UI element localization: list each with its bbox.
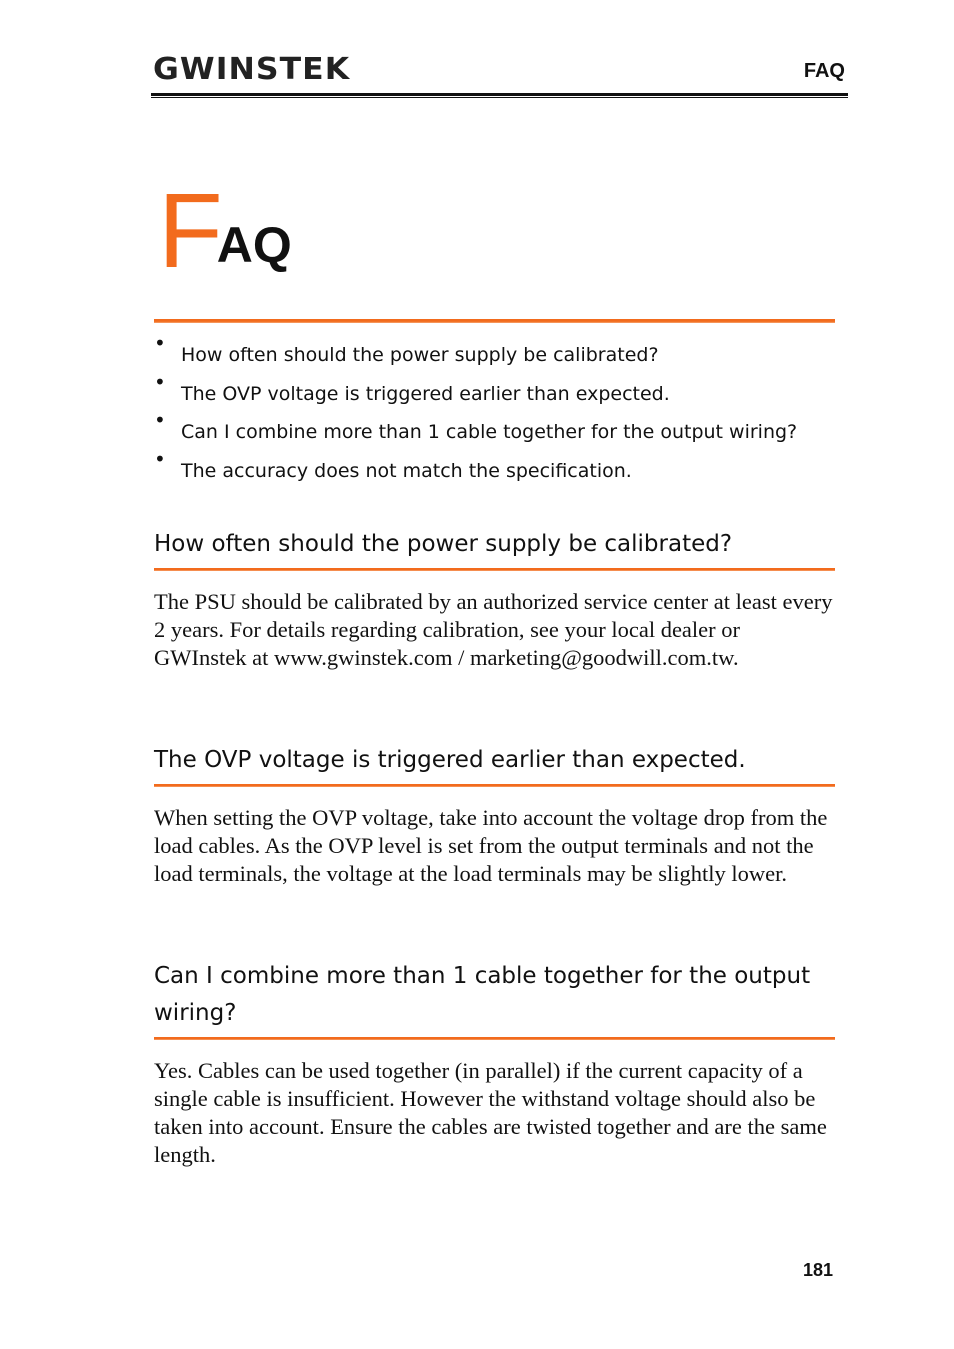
list-item-label: The OVP voltage is triggered earlier than expected.	[181, 382, 670, 405]
list-item[interactable]	[154, 331, 834, 375]
chapter-title-initial: F	[158, 172, 223, 290]
list-item-label: How often should the power supply be calibrated?	[181, 344, 659, 366]
list-item[interactable]	[154, 369, 834, 414]
header-rule	[151, 93, 848, 96]
bullet-icon: •	[154, 446, 166, 471]
bullet-icon: •	[154, 331, 166, 355]
list-item-label: The accuracy does not match the specification.	[181, 459, 632, 482]
bullet-icon: •	[154, 369, 166, 394]
page-number: 181	[802, 1260, 833, 1280]
brand-logo: GWINSTEK	[153, 52, 351, 87]
section-body: Yes. Cables can be used together (in parallel) if the current capacity of a single cable is insufficient. However the withstand voltage should also be taken into account. Ensure the cables are twisted together and are the same length.	[154, 1058, 827, 1167]
chapter-title-rest: AQ	[216, 217, 292, 273]
section-heading: Can I combine more than 1 cable together for the output wiring?	[154, 963, 811, 1026]
header-rule-thin	[151, 97, 848, 98]
section-body: The PSU should be calibrated by an authorized service center at least every 2 years. For details regarding calibration, see your local dealer or GWInstek at www.gwinstek.com / marketing@goodwill.com.tw.	[154, 589, 833, 670]
section-rule	[154, 784, 835, 787]
section-body: When setting the OVP voltage, take into account the voltage drop from the load cables. As the OVP level is set from the output terminals and not the load terminals, the voltage at the load terminals may be slightly lower.	[154, 805, 828, 886]
section-rule	[154, 568, 835, 571]
bullet-icon: •	[154, 408, 166, 432]
section-heading: The OVP voltage is triggered earlier than expected.	[154, 747, 746, 773]
chapter-title	[158, 172, 292, 298]
list-item[interactable]	[154, 408, 834, 452]
running-header-section: FAQ	[803, 60, 845, 82]
faq-question-list	[154, 331, 834, 490]
section-heading: How often should the power supply be calibrated?	[154, 531, 733, 557]
list-item-label: Can I combine more than 1 cable together for the output wiring?	[181, 421, 798, 443]
section-rule	[154, 1037, 835, 1040]
chapter-rule	[154, 319, 835, 323]
list-item[interactable]	[154, 446, 834, 491]
